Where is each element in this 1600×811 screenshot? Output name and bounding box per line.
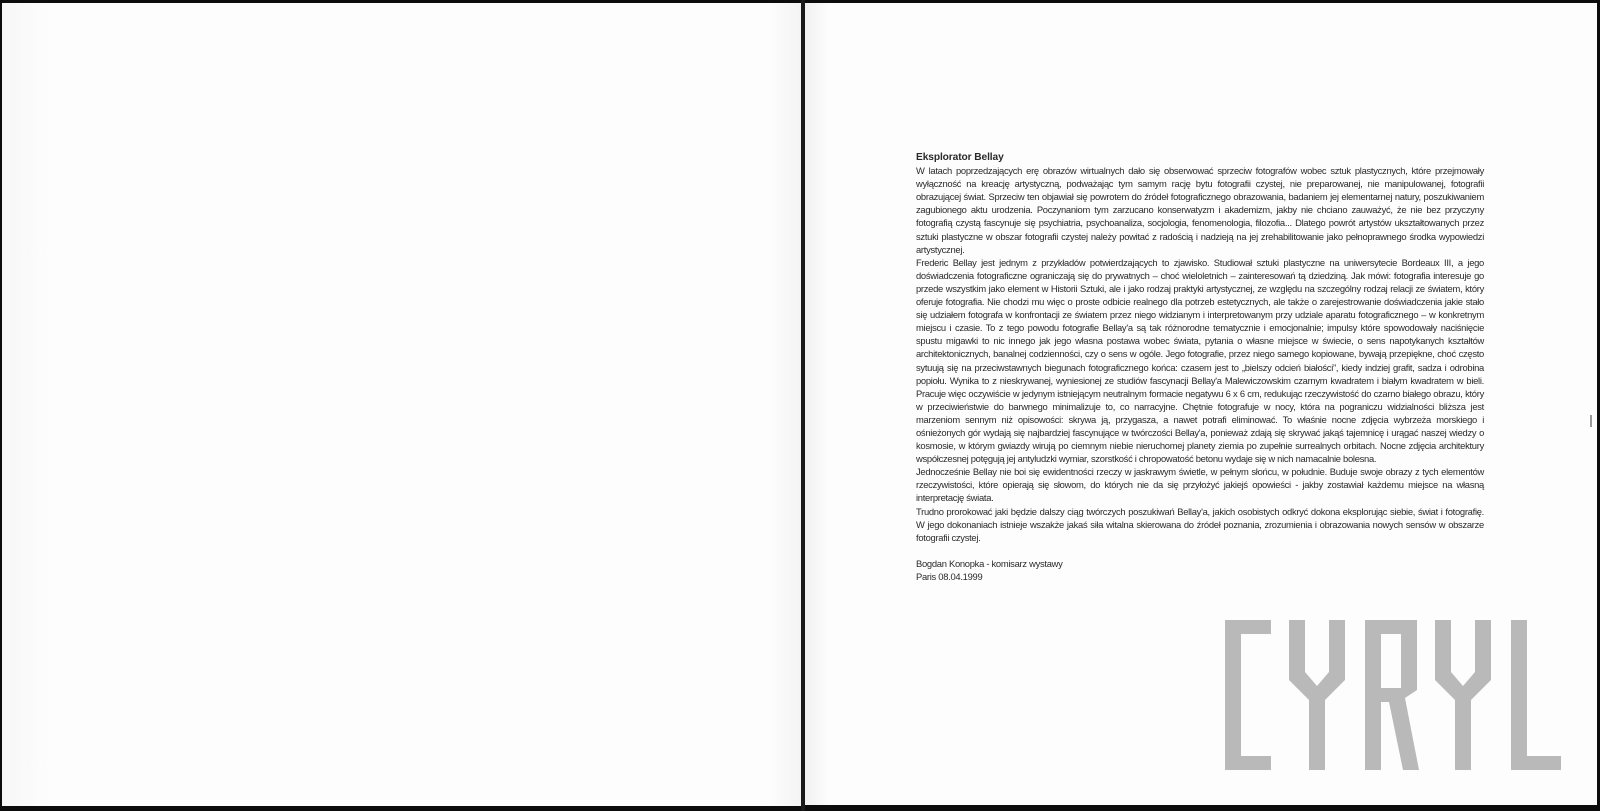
page-edge-mark <box>1590 415 1592 427</box>
signature-author: Bogdan Konopka - komisarz wystawy <box>916 557 1063 569</box>
article-paragraph-1: W latach poprzedzających erę obrazów wirtualnych dało się obserwować sprzeciw fotografów wobec sztuk plastycznych, które przejmowały wyłączność na kreację artystyczną, podważając tym samym rację bytu fotografii czystej, nie preparowanej, nie manipulowanej, fotografii obrazującej świat. Sprzeciw ten objawiał się powrotem do źródeł fotograficznego obrazowania, badaniem jej elementarnej natury, poszukiwaniem zagubionego aktu urodzenia. Poczynaniom tym zarzucano konserwatyzm i akademizm, jakby nie chciano zauważyć, że nie bez przyczyny fotografią czystą fascynuje się psychiatria, psychoanaliza, socjologia, fenomenologia, filozofia... Dlatego powrót artystów ukształtowanych przez sztuki plastyczne w obszar fotografii czystej należy powitać z radością i nadzieją na jej zrehabilitowanie jako pełnoprawnego środka wypowiedzi artystycznej. <box>916 165 1484 255</box>
article-title: Eksplorator Bellay <box>916 152 1004 163</box>
cyryl-watermark-logo <box>1225 620 1561 770</box>
article-paragraph-3: Jednocześnie Bellay nie boi się ewidentności rzeczy w jaskrawym świetle, w pełnym słońcu, w południe. Buduje swoje obrazy z tych elementów rzeczywistości, które opierają się słowom, do których nie da się przyłożyć jakiejś opowieści - jakby zostawiał każdemu miejsce na własną interpretację świata. <box>916 466 1484 504</box>
article-paragraph-4: Trudno prorokować jaki będzie dalszy ciąg twórczych poszukiwań Bellay'a, jakich osobistych odkryć dokona eksplorując siebie, świat i fotografię. W jego dokonaniach istnieje wszakże jakaś siła witalna skierowana do źródeł poznania, zrozumienia i obrazowania nowych sensów w obszarze fotografii czystej. <box>916 505 1484 543</box>
signature-place-date: Paris 08.04.1999 <box>916 570 983 582</box>
left-page <box>2 3 801 806</box>
article-text <box>916 151 1484 583</box>
article-paragraph-2: Frederic Bellay jest jednym z przykładów potwierdzających to zjawisko. Studiował sztuki plastyczne na uniwersytecie Bordeaux III, a jego doświadczenia fotograficzne ograniczają się do prywatnych – choć wieloletnich – zainteresowań tą dziedziną. Jak mówi: fotografia interesuje go przede wszystkim jako element w Historii Sztuki, ale i jako rodzaj praktyki artystycznej, ze względu na szczególny rodzaj relacji ze światem, który oferuje fotografia. Nie chodzi mu więc o proste odbicie realnego dla potrzeb estetycznych, ale także o zarejestrowanie doświadczenia jakie stało się udziałem fotografa w konfrontacji ze światem przez niego widzianym i interpretowanym przy udziale aparatu fotograficznego – w konkretnym miejscu i czasie. To z tego powodu fotografie Bellay'a są tak różnorodne tematycznie i emocjonalnie; impulsy które spowodowały naciśnięcie spustu migawki to nic innego jak jego własna postawa wobec świata, pytania o własne miejsce w świecie, o sens napotykanych kształtów architektonicznych, banalnej codzienności, czy o sens w ogóle. Jego fotografie, przez niego samego kopiowane, bywają przepiękne, choć często sytuują się na przeciwstawnych biegunach fotograficznego końca: czasem jest to „bielszy odcień białości”, kiedy indziej grafit, sadza i odrobina popiołu. Wynika to z nieskrywanej, wyniesionej ze studiów fascynacji Bellay'a Malewiczowskim czarnym kwadratem i białym kwadratem w bieli. Pracuje więc oczywiście w jedynym istniejącym neutralnym formacie negatywu 6 x 6 cm, redukując rzeczywistość do czarno białego obrazu, który w przeciwieństwie do barwnego minimalizuje to, co narracyjne. Chętnie fotografuje w nocy, która na pograniczu widzialności bliższa jest marzeniom sennym niż opisowości: skrywa ją, przygasza, a nawet potrafi eliminować. To właśnie nocne zdjęcia wybrzeża morskiego i ośnieżonych gór wydają się najbardziej fascynujące w twórczości Bellay'a, ponieważ zdają się skrywać jakąś tajemnicę i urągać naszej wiedzy o kosmosie, w którym gwiazdy wirują po ciemnym niebie nieruchomej planety ziemia po zupełnie surrealnych orbitach. Nocne zdjęcia architektury współczesnej potęgują jej antyludzki wymiar, szorstkość i chropowatość betonu wydaje się w nich namacalnie bolesna. <box>916 256 1484 465</box>
signature-block <box>916 557 1484 583</box>
